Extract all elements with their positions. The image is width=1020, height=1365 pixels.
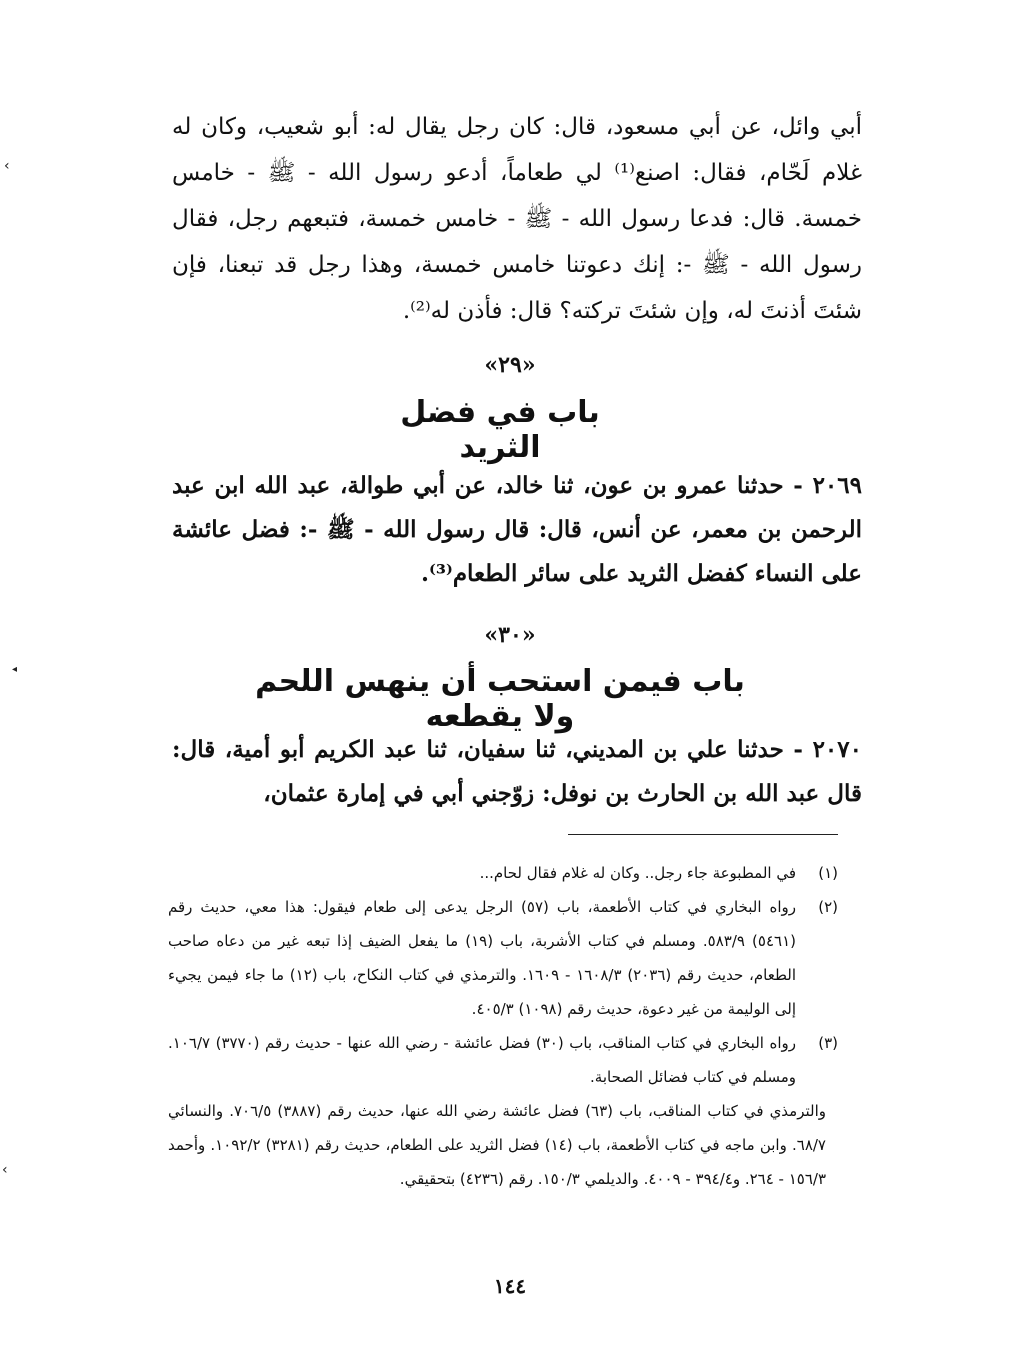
top-paragraph: أبي وائل، عن أبي مسعود، قال: كان رجل يقال له: أبو شعيب، وكان له غلام لَحّام، فقال: اصنع⁽¹⁾ لي طعاماً، أدعو رسول الله - ﷺ - خامس خمسة. قال: فدعا رسول الله - ﷺ - خامس خمسة، فتبعهم رجل، فقال رسول الله - ﷺ -: إنك دعوتنا خامس خمسة، وهذا رجل قد تبعنا، فإن شئتَ أذنتَ له، وإن شئتَ تركته؟ قال: فأذن له⁽²⁾. [172,114,862,324]
footnote-number: (١) [818,864,838,882]
section-number-30: «٣٠» [484,622,536,648]
chapter-title-30: باب فيمن استحب أن ينهس اللحم ولا يقطعه [255,664,745,734]
footnote-separator [568,834,838,835]
footnote-number: (٣) [818,1034,838,1052]
chapter-title-29: باب في فضل الثريد [400,395,600,465]
footnote-3 [168,1026,838,1094]
footnote-text: رواه البخاري في كتاب الأطعمة، باب (٥٧) الرجل يدعى إلى طعام فيقول: هذا معي، حديث رقم (٥٤٦١) ٥٨٣/٩. ومسلم في كتاب الأشربة، باب (١٩) ما يفعل الضيف إذا تبعه غير من دعاه صاحب الطعام، حديث رقم (٢٠٣٦) ١٦٠٨/٣ - ١٦٠٩. والترمذي في كتاب النكاح، باب (١٢) ما جاء فيمن يجيء إلى الوليمة من غير دعوة، حديث رقم (١٠٩٨) ٤٠٥/٣. [168,898,797,1018]
margin-mark: › [4,158,10,174]
page-number: ١٤٤ [493,1274,527,1298]
footnote-text: في المطبوعة جاء رجل.. وكان له غلام فقال لحام... [479,864,796,882]
footnote-text: رواه البخاري في كتاب المناقب، باب (٣٠) فضل عائشة - رضي الله عنها - حديث رقم (٣٧٧٠) ١٠٦/٧. ومسلم في كتاب فضائل الصحابة. [168,1034,796,1086]
footnote-3-continuation: والترمذي في كتاب المناقب، باب (٦٣) فضل عائشة رضي الله عنها، حديث رقم (٣٨٨٧) ٧٠٦/٥. والنسائي ٦٨/٧. وابن ماجه في كتاب الأطعمة، باب (١٤) فضل الثريد على الطعام، حديث رقم (٣٢٨١) ١٠٩٢/٢. وأحمد ١٥٦/٣ - ٢٦٤. و٣٩٤/٤ - ٤٠٠٩. والديلمي ١٥٠/٣. رقم (٤٢٣٦) بتحقيقي. [168,1102,827,1188]
footnote-1 [168,856,838,890]
hadith-2070: ٢٠٧٠ - حدثنا علي بن المديني، ثنا سفيان، ثنا عبد الكريم أبو أمية، قال: قال عبد الله بن الحارث بن نوفل: زوّجني أبي في إمارة عثمان، [172,736,862,807]
footnote-number: (٢) [818,898,838,916]
footnotes [168,856,838,1196]
hadith-2069: ٢٠٦٩ - حدثنا عمرو بن عون، ثنا خالد، عن أبي طوالة، عبد الله ابن عبد الرحمن بن معمر، عن أنس، قال: قال رسول الله - ﷺ -: فضل عائشة على النساء كفضل الثريد على سائر الطعام⁽³⁾. [172,472,862,587]
margin-mark: ◂ [12,664,18,675]
section-number-29: «٢٩» [484,352,536,378]
footnote-2 [168,890,838,1026]
margin-mark: › [2,1162,8,1178]
